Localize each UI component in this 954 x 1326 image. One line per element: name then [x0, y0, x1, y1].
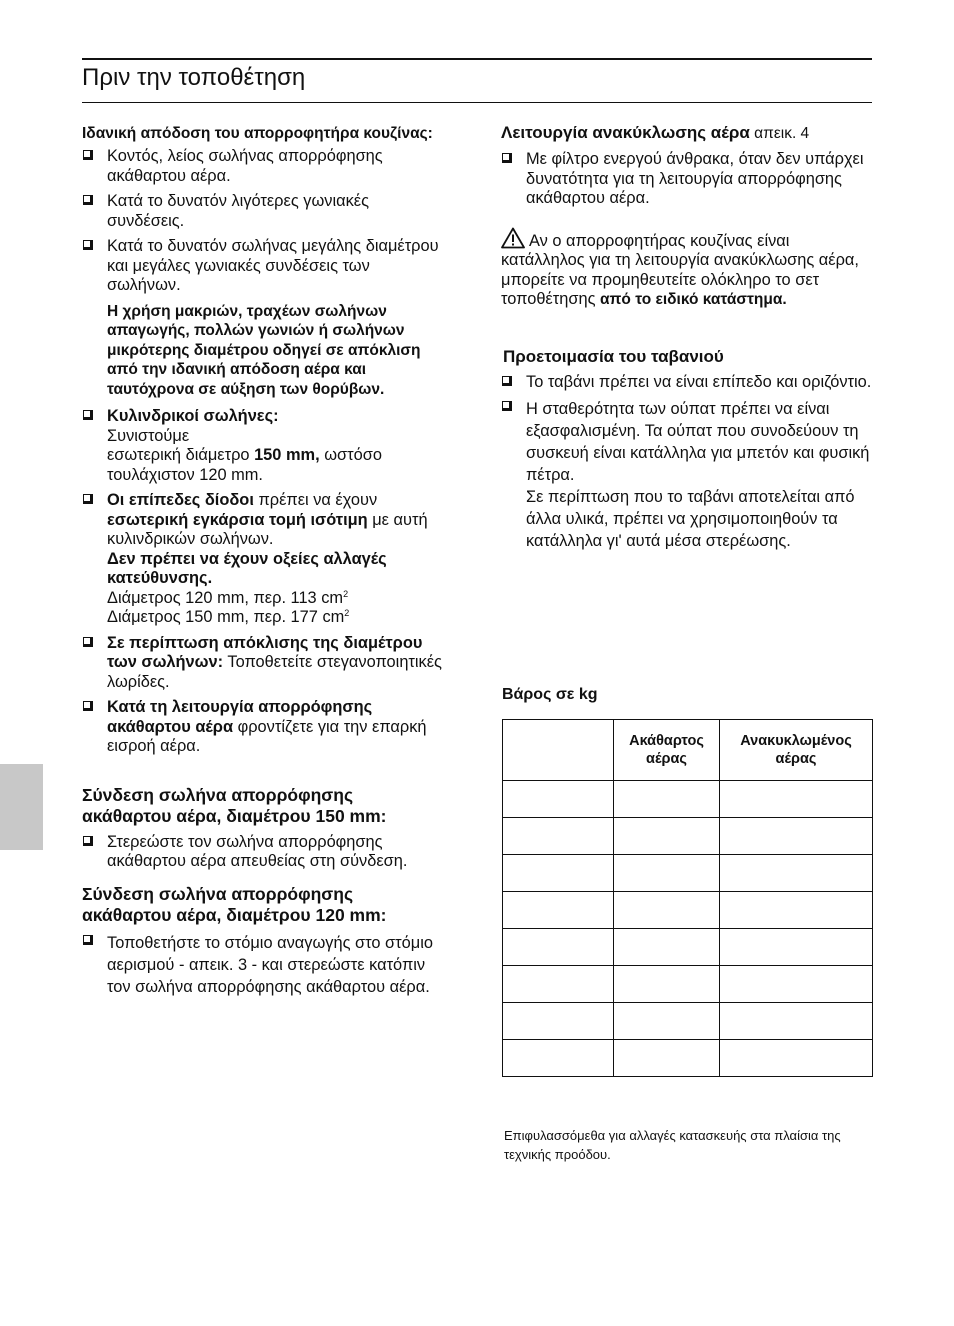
- table-cell: [614, 855, 720, 892]
- table-cell: [614, 1003, 720, 1040]
- checkbox-icon: [83, 836, 93, 846]
- table-header-cell: [503, 720, 614, 781]
- list-item: Κατά το δυνατόν σωλήνας μεγάλης διαμέτρου και μεγάλες γωνιακές συνδέσεις των σωλήνων.: [82, 237, 444, 296]
- list-item: Με φίλτρο ενεργού άνθρακα, όταν δεν υπάρχει δυνατότητα για τη λειτουργία απορρόφησης ακάθαρτου αέρα.: [501, 150, 873, 209]
- table-cell: [720, 892, 873, 929]
- recirculation-heading: Λειτουργία ανακύκλωσης αέρα απεικ. 4: [501, 123, 810, 142]
- section-heading-120mm: Σύνδεση σωλήνα απορρόφησης ακάθαρτου αέρα, διαμέτρου 120 mm:: [82, 883, 387, 925]
- table-cell: [720, 929, 873, 966]
- list-item-cylindrical: Κυλινδρικοί σωλήνες: Συνιστούμε εσωτερική διάμετρο 150 mm, ωστόσο τουλάχιστον 120 mm.: [82, 407, 444, 485]
- list-item: Το ταβάνι πρέπει να είναι επίπεδο και οριζόντιο.: [501, 373, 873, 393]
- page-title: Πριν την τοποθέτηση: [82, 64, 306, 91]
- table-cell: [503, 781, 614, 818]
- warning-triangle-icon: [501, 227, 525, 249]
- table-cell: [503, 818, 614, 855]
- table-cell: [503, 1003, 614, 1040]
- ceiling-prep-heading: Προετοιμασία του ταβανιού: [503, 346, 724, 366]
- checkbox-icon: [502, 153, 512, 163]
- table-cell: [503, 855, 614, 892]
- list-item: Η σταθερότητα των ούπατ πρέπει να είναι εξασφαλισμένη. Τα ούπατ που συνοδεύουν τη συσκευή είναι κατάλληλα για μπετόν και φυσική πέτρα. Σε περίπτωση που το ταβάνι αποτελείται από άλλα υλικά, πρέπει να χρησιμοποιηθούν τα κατάλληλα γι' αυτά μέσα στερέωσης.: [501, 398, 873, 552]
- table-cell: [614, 966, 720, 1003]
- table-row: [503, 1040, 873, 1077]
- warning-note: Αν ο απορροφητήρας κουζίνας είναι κατάλληλος για τη λειτουργία ανακύκλωσης αέρα, μπορείτε να προμηθευτείτε ολόκληρο το σετ τοποθέτησης από το ειδικό κατάστημα.: [501, 227, 873, 310]
- checkbox-icon: [502, 376, 512, 386]
- table-cell: [720, 1040, 873, 1077]
- table-cell: [720, 966, 873, 1003]
- checkbox-icon: [83, 935, 93, 945]
- table-cell: [503, 929, 614, 966]
- side-tab-marker: [0, 764, 43, 850]
- title-rule: [82, 102, 872, 103]
- list-item-exhaust-mode: Κατά τη λειτουργία απορρόφησης ακάθαρτου αέρα φροντίζετε για την επαρκή εισροή αέρα.: [82, 698, 444, 757]
- table-cell: [720, 818, 873, 855]
- table-row: [503, 892, 873, 929]
- right-column: [501, 122, 873, 558]
- checkbox-icon: [83, 150, 93, 160]
- checkbox-icon: [502, 401, 512, 411]
- list-item: Κατά το δυνατόν λιγότερες γωνιακές συνδέσεις.: [82, 192, 444, 231]
- checkbox-icon: [83, 637, 93, 647]
- checkbox-icon: [83, 195, 93, 205]
- table-header-row: [503, 720, 873, 781]
- table-cell: [614, 892, 720, 929]
- table-cell: [503, 1040, 614, 1077]
- section-heading-150mm: Σύνδεση σωλήνα απορρόφησης ακάθαρτου αέρα, διαμέτρου 150 mm:: [82, 784, 387, 826]
- table-cell: [614, 929, 720, 966]
- performance-note: Η χρήση μακριών, τραχέων σωλήνων απαγωγής, πολλών γωνιών ή σωλήνων μικρότερης διαμέτρου οδηγεί σε απόκλιση από την ιδανική απόδοση αέρα και ταυτόχρονα σε αύξηση των θορύβων.: [107, 302, 421, 398]
- left-column: [82, 124, 444, 1004]
- checkbox-icon: [83, 410, 93, 420]
- table-header-cell: Ακάθαρτος αέρας: [614, 720, 720, 781]
- weight-table: [502, 719, 873, 1077]
- table-cell: [720, 1003, 873, 1040]
- list-item-deviation: Σε περίπτωση απόκλισης της διαμέτρου των σωλήνων: Τοποθετείτε στεγανοποιητικές λωρίδες.: [82, 634, 444, 693]
- table-cell: [720, 855, 873, 892]
- top-rule: [82, 58, 872, 60]
- table-row: [503, 781, 873, 818]
- table-row: [503, 855, 873, 892]
- list-item: Τοποθετήστε το στόμιο αναγωγής στο στόμιο αερισμού - απεικ. 3 - και στερεώστε κατόπιν τον σωλήνα απορρόφησης ακάθαρτου αέρα.: [82, 932, 444, 998]
- list-item-flat-ducts: Οι επίπεδες δίοδοι πρέπει να έχουν εσωτερική εγκάρσια τομή ισότιμη με αυτή κυλινδρικών σωλήνων. Δεν πρέπει να έχουν οξείες αλλαγές κατεύθυνσης. Διάμετρος 120 mm, περ. 113 $cm^2$ Διάμετρος 150 mm, περ. 177 $cm^2$: [82, 491, 444, 628]
- list-item: Στερεώστε τον σωλήνα απορρόφησης ακάθαρτου αέρα απευθείας στη σύνδεση.: [82, 833, 444, 872]
- footnote: Επιφυλασσόμεθα για αλλαγές κατασκευής στα πλαίσια της τεχνικής προόδου.: [504, 1128, 841, 1162]
- table-row: [503, 966, 873, 1003]
- table-row: [503, 1003, 873, 1040]
- table-header-cell: Ανακυκλωμένος αέρας: [720, 720, 873, 781]
- table-cell: [614, 818, 720, 855]
- checkbox-icon: [83, 240, 93, 250]
- table-cell: [503, 966, 614, 1003]
- table-cell: [503, 892, 614, 929]
- table-row: [503, 929, 873, 966]
- table-cell: [614, 781, 720, 818]
- ideal-performance-intro: Ιδανική απόδοση του απορροφητήρα κουζίνας:: [82, 125, 433, 142]
- table-cell: [614, 1040, 720, 1077]
- checkbox-icon: [83, 701, 93, 711]
- list-item: Κοντός, λείος σωλήνας απορρόφησης ακάθαρτου αέρα.: [82, 147, 444, 186]
- weight-label: Βάρος σε kg: [502, 686, 598, 703]
- checkbox-icon: [83, 494, 93, 504]
- table-row: [503, 818, 873, 855]
- table-cell: [720, 781, 873, 818]
